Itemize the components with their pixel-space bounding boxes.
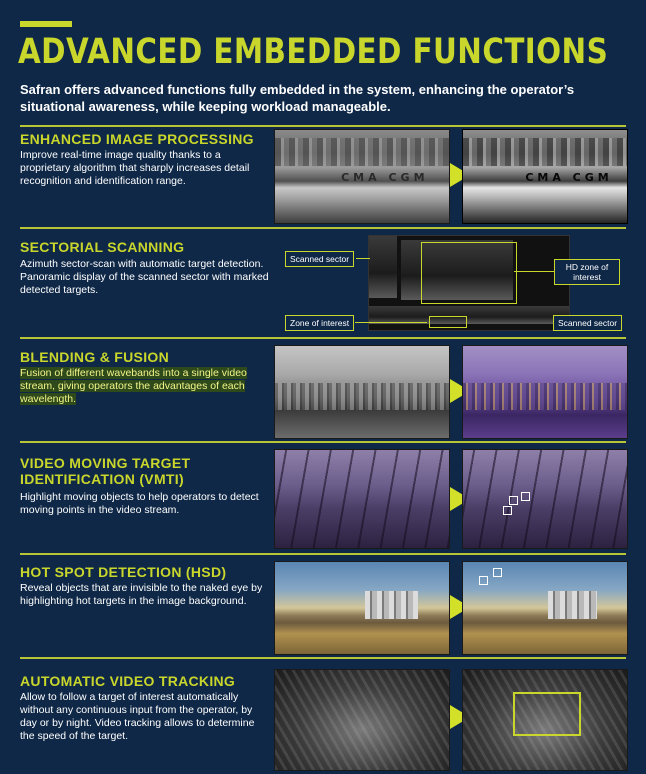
scan-thumbnail xyxy=(369,236,397,298)
zone-of-interest-frame xyxy=(429,316,467,328)
section-title: HOT SPOT DETECTION (HSD) xyxy=(20,564,227,580)
moving-target-marker xyxy=(503,506,512,515)
callout-line xyxy=(356,258,370,259)
section-title: VIDEO MOVING TARGET IDENTIFICATION (VMTI) xyxy=(20,455,191,487)
section-description: Azimuth sector-scan with automatic target detection. Panoramic display of the scanned sector with marked detected targets. xyxy=(20,258,269,296)
image-caption-text: CMA CGM xyxy=(525,170,613,184)
image-fused-wavebands xyxy=(462,345,628,439)
section-description: Reveal objects that are invisible to the naked eye by highlighting hot targets in the image background. xyxy=(20,582,263,607)
section-sectorial-scanning xyxy=(20,227,626,337)
section-description: Allow to follow a target of interest automatically without any continuous input from the operator, by day or by night. Video tracking allows to determine the speed of the target. xyxy=(20,691,255,742)
section-title: AUTOMATIC VIDEO TRACKING xyxy=(20,673,236,689)
section-hot-spot-detection xyxy=(20,553,626,657)
image-without-hsd xyxy=(274,561,450,655)
callout-zone-of-interest: Zone of interest xyxy=(285,315,354,331)
section-automatic-video-tracking xyxy=(20,657,626,774)
hot-spot-marker xyxy=(479,576,488,585)
section-description: Improve real-time image quality thanks to a proprietary algorithm that sharply increases detail recognition and identification range. xyxy=(20,149,250,187)
image-single-waveband xyxy=(274,345,450,439)
callout-hd-zone: HD zone of interest xyxy=(554,259,620,285)
section-title: ENHANCED IMAGE PROCESSING xyxy=(20,131,254,147)
hd-zone-frame xyxy=(421,242,517,304)
section-description xyxy=(20,367,270,406)
callout-scanned-sector-top: Scanned sector xyxy=(285,251,354,267)
image-with-vmti xyxy=(462,449,628,549)
section-vmti xyxy=(20,441,626,553)
section-title: SECTORIAL SCANNING xyxy=(20,239,185,255)
intro-paragraph: Safran offers advanced functions fully embedded in the system, enhancing the operator’s situational awareness, while keeping workload manageable. xyxy=(20,82,575,114)
section-blending-fusion xyxy=(20,337,626,441)
title-accent-bar xyxy=(20,21,72,27)
scanning-display xyxy=(368,235,570,331)
image-caption-text: CMA CGM xyxy=(341,170,429,184)
highlighted-description: Fusion of different wavebands into a single video stream, giving operators the advantages of each wavelength. xyxy=(20,367,247,405)
moving-target-marker xyxy=(521,492,530,501)
tracking-frame xyxy=(513,692,581,736)
moving-target-marker xyxy=(509,496,518,505)
image-scene xyxy=(274,669,450,771)
section-enhanced-image-processing xyxy=(20,125,626,227)
hot-spot-marker xyxy=(493,568,502,577)
section-description: Highlight moving objects to help operators to detect moving points in the video stream. xyxy=(20,491,259,516)
image-tracked-target xyxy=(462,669,628,771)
callout-line xyxy=(355,322,427,323)
image-before-processing xyxy=(274,129,450,224)
page-title: ADVANCED EMBEDDED FUNCTIONS xyxy=(18,32,609,72)
section-title: BLENDING & FUSION xyxy=(20,349,169,365)
image-with-hsd xyxy=(462,561,628,655)
callout-scanned-sector-bottom: Scanned sector xyxy=(553,315,622,331)
image-without-vmti xyxy=(274,449,450,549)
callout-line xyxy=(514,271,554,272)
image-after-processing xyxy=(462,129,628,224)
